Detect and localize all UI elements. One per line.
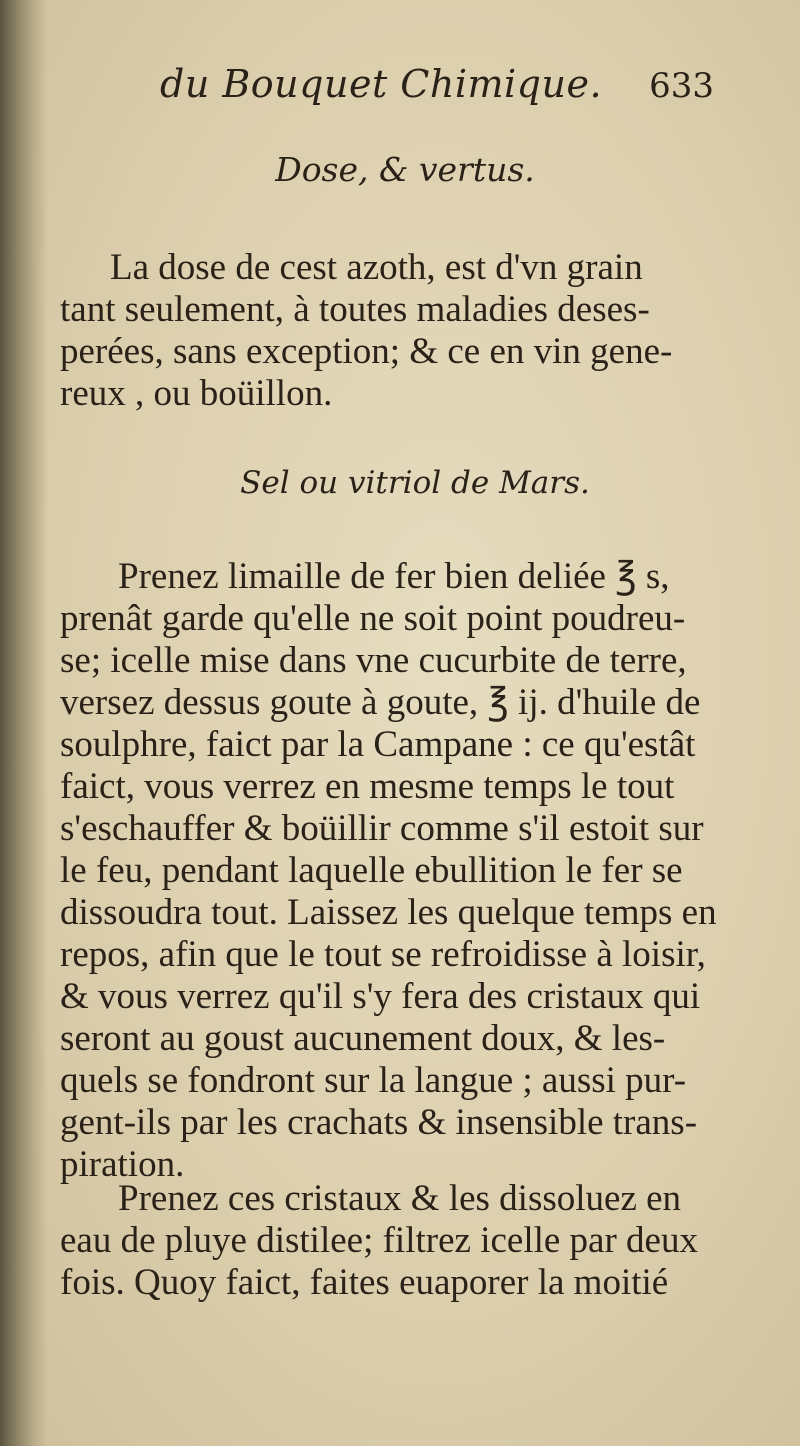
- text-line: faict, vous verrez en mesme temps le tout: [60, 766, 675, 807]
- text-line: dissoudra tout. Laissez les quelque temps en: [60, 892, 717, 933]
- text-line: soulphre, faict par la Campane : ce qu'estât: [60, 724, 696, 765]
- text-line: repos, afin que le tout se refroidisse à loisir,: [60, 934, 706, 975]
- binding-gutter: [0, 0, 48, 1446]
- paragraph-cristaux: [60, 1178, 724, 1304]
- text-line: eau de pluye distilee; filtrez icelle par deux: [60, 1220, 698, 1261]
- text-line: versez dessus goute à goute, ℥ ij. d'huile de: [60, 682, 701, 723]
- text-line: tant seulement, à toutes maladies deses-: [60, 289, 650, 330]
- text-line: se; icelle mise dans vne cucurbite de terre,: [60, 640, 687, 681]
- text-line: piration.: [60, 1144, 185, 1185]
- text-line: Prenez limaille de fer bien deliée ℥ s,: [118, 556, 670, 597]
- section-heading-sel: Sel ou vitriol de Mars.: [240, 465, 590, 501]
- text-line: quels se fondront sur la langue ; aussi pur-: [60, 1060, 687, 1101]
- text-line: s'eschauffer & boüillir comme s'il estoit sur: [60, 808, 704, 849]
- text-line: Prenez ces cristaux & les dissoluez en: [118, 1178, 682, 1219]
- running-title: du Bouquet Chimique.: [160, 62, 603, 106]
- text-line: perées, sans exception; & ce en vin gene-: [60, 331, 673, 372]
- text-line: reux , ou boüillon.: [60, 373, 333, 414]
- text-line: gent-ils par les crachats & insensible trans-: [60, 1102, 698, 1143]
- text-line: seront au goust aucunement doux, & les-: [60, 1018, 666, 1059]
- text-line: prenât garde qu'elle ne soit point poudreu-: [60, 598, 686, 639]
- text-line: & vous verrez qu'il s'y fera des cristaux qui: [60, 976, 701, 1017]
- section-heading-dose: Dose, & vertus.: [275, 150, 535, 189]
- page-number: 633: [649, 66, 714, 106]
- page-header: [160, 62, 720, 112]
- paragraph-sel: [60, 556, 724, 1186]
- text-line: La dose de cest azoth, est d'vn grain: [110, 247, 643, 288]
- paragraph-dose: [60, 247, 724, 415]
- text-line: fois. Quoy faict, faites euaporer la moitié: [60, 1262, 669, 1303]
- text-line: le feu, pendant laquelle ebullition le fer se: [60, 850, 683, 891]
